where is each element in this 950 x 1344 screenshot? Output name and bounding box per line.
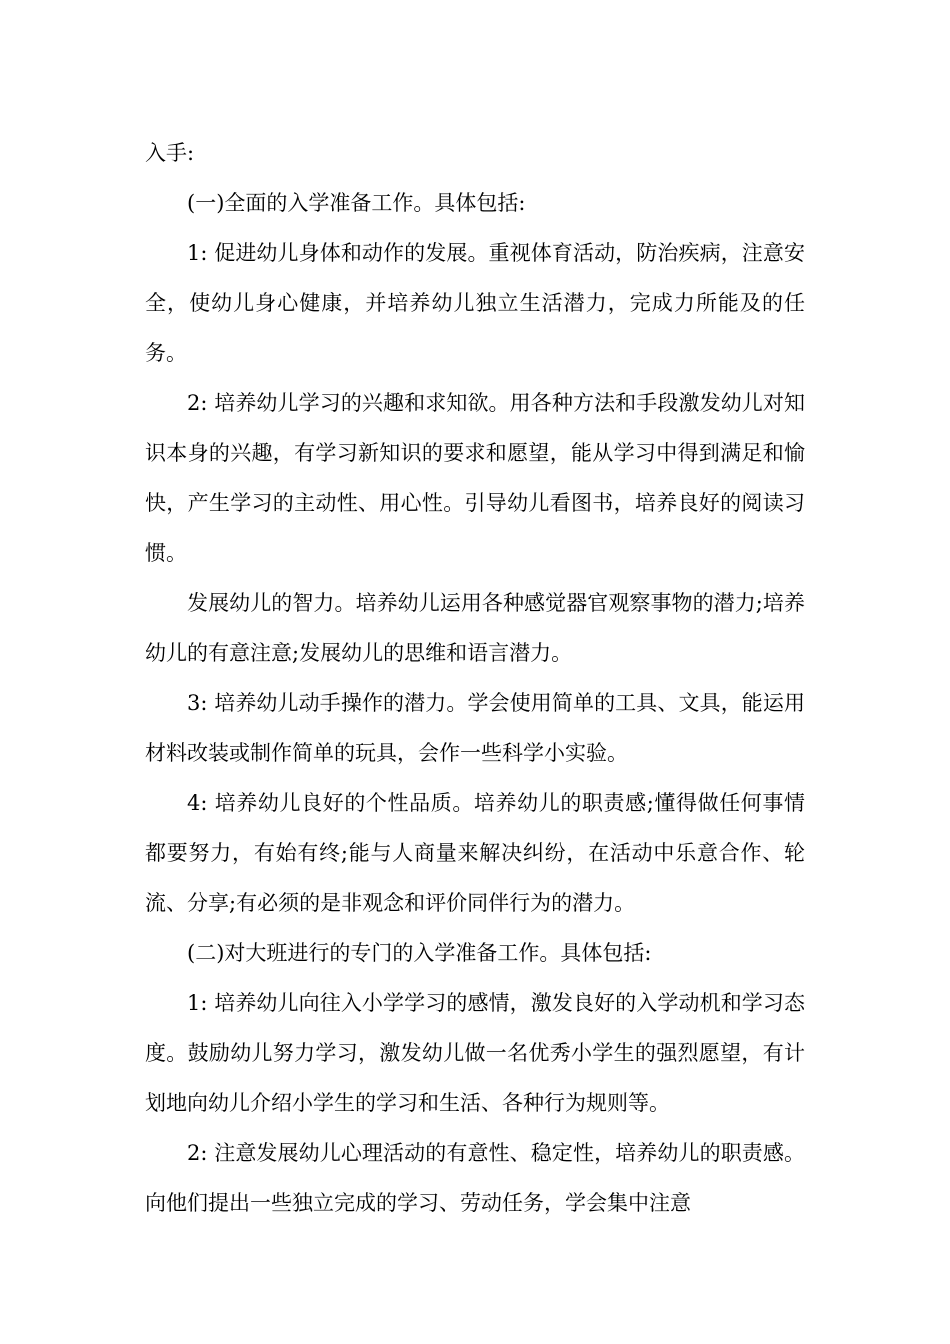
document-body: [145, 128, 805, 1228]
paragraph-section-two-item-1: 1: 培养幼儿向往入小学学习的感情，激发良好的入学动机和学习态度。鼓励幼儿努力学习，激发幼儿做一名优秀小学生的强烈愿望，有计划地向幼儿介绍小学生的学习和生活、各种行为规则等。: [145, 991, 805, 1115]
paragraph-item-1: 1: 促进幼儿身体和动作的发展。重视体育活动，防治疾病，注意安全，使幼儿身心健康，并培养幼儿独立生活潜力，完成力所能及的任务。: [145, 241, 805, 365]
paragraph-item-3: 3: 培养幼儿动手操作的潜力。学会使用简单的工具、文具，能运用材料改装或制作简单的玩具，会作一些科学小实验。: [145, 691, 805, 765]
paragraph-item-4: 4: 培养幼儿良好的个性品质。培养幼儿的职责感;懂得做任何事情都要努力，有始有终;能与人商量来解决纠纷，在活动中乐意合作、轮流、分享;有必须的是非观念和评价同伴行为的潜力。: [145, 791, 805, 915]
paragraph-section-one-heading: (一)全面的入学准备工作。具体包括:: [187, 191, 526, 215]
paragraph-item-2: 2: 培养幼儿学习的兴趣和求知欲。用各种方法和手段激发幼儿对知识本身的兴趣，有学习新知识的要求和愿望，能从学习中得到满足和愉快，产生学习的主动性、用心性。引导幼儿看图书，培养良好的阅读习惯。: [145, 391, 805, 565]
paragraph-section-two-item-2: 2: 注意发展幼儿心理活动的有意性、稳定性，培养幼儿的职责感。向他们提出一些独立完成的学习、劳动任务，学会集中注意: [145, 1141, 805, 1215]
paragraph-intelligence: 发展幼儿的智力。培养幼儿运用各种感觉器官观察事物的潜力;培养幼儿的有意注意;发展幼儿的思维和语言潜力。: [145, 591, 805, 665]
paragraph-intro: 入手:: [145, 141, 195, 165]
paragraph-section-two-heading: (二)对大班进行的专门的入学准备工作。具体包括:: [187, 941, 652, 965]
